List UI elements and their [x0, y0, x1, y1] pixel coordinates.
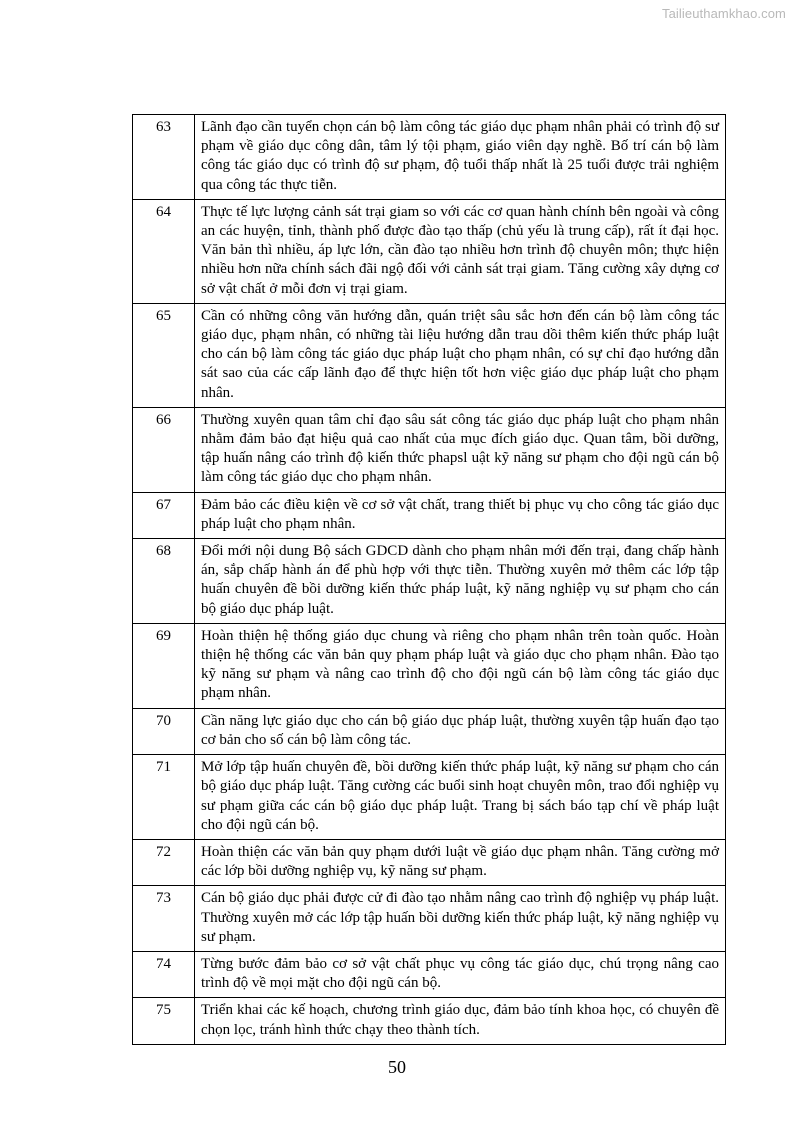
- row-text: Hoàn thiện hệ thống giáo dục chung và riêng cho phạm nhân trên toàn quốc. Hoàn thiện hệ thống các văn bản quy phạm pháp luật và giáo dục cho phạm nhân. Đào tạo kỹ năng sư phạm và nâng cao trình độ cho đội ngũ cán bộ làm công tác giáo dục phạm nhân.: [195, 623, 726, 708]
- table-row: [133, 492, 726, 538]
- row-number: 65: [133, 303, 195, 407]
- row-text: Cần có những công văn hướng dẫn, quán triệt sâu sắc hơn đến cán bộ làm công tác giáo dục, phạm nhân, có những tài liệu hướng dẫn trau dồi thêm kiến thức pháp luật cho cán bộ làm công tác giáo dục pháp luật cho phạm nhân, có sự chỉ đạo hướng dẫn sát sao của các cấp lãnh đạo để thực hiện tốt hơn việc giáo dục pháp luật cho phạm nhân.: [195, 303, 726, 407]
- row-text: Đổi mới nội dung Bộ sách GDCD dành cho phạm nhân mới đến trại, đang chấp hành án, sắp chấp hành án để phù hợp với thực tiễn. Thường xuyên mở thêm các lớp tập huấn chuyên đề bồi dưỡng kiến thức pháp luật, kỹ năng nghiệp vụ sư phạm cho cán bộ giáo dục pháp luật.: [195, 539, 726, 624]
- row-number: 66: [133, 407, 195, 492]
- row-number: 63: [133, 115, 195, 200]
- table-row: [133, 951, 726, 997]
- row-text: Thực tế lực lượng cảnh sát trại giam so với các cơ quan hành chính bên ngoài và công an các huyện, tỉnh, thành phố được đào tạo thấp (chủ yếu là trung cấp), rất ít đại học. Văn bản thì nhiều, áp lực lớn, cần đào tạo nhiều hơn trình độ chuyên môn; thực hiện nhiều hơn nữa chính sách đãi ngộ đối với cảnh sát trại giam. Tăng cường xây dựng cơ sở vật chất ở mỗi đơn vị trại giam.: [195, 199, 726, 303]
- row-text: Đảm bảo các điều kiện về cơ sở vật chất, trang thiết bị phục vụ cho công tác giáo dục pháp luật cho phạm nhân.: [195, 492, 726, 538]
- table-row: [133, 708, 726, 754]
- table-row: [133, 199, 726, 303]
- row-text: Cần năng lực giáo dục cho cán bộ giáo dục pháp luật, thường xuyên tập huấn đạo tạo cơ bản cho số cán bộ làm công tác.: [195, 708, 726, 754]
- row-text: Mở lớp tập huấn chuyên đề, bồi dưỡng kiến thức pháp luật, kỹ năng sư phạm cho cán bộ giáo dục pháp luật. Tăng cường các buổi sinh hoạt chuyên môn, trao đổi nghiệp vụ sư phạm giữa các cán bộ giáo dục pháp luật. Trang bị sách báo tạp chí về pháp luật cho đội ngũ cán bộ.: [195, 755, 726, 840]
- row-text: Thường xuyên quan tâm chỉ đạo sâu sát công tác giáo dục pháp luật cho phạm nhân nhằm đảm bảo đạt hiệu quả cao nhất của mục đích giáo dục. Quan tâm, bồi dưỡng, tập huấn nâng cáo trình độ kiến thức phapsl uật kỹ năng sư phạm cho đội ngũ cán bộ làm công tác giáo dục cho phạm nhân.: [195, 407, 726, 492]
- table-row: [133, 407, 726, 492]
- row-number: 69: [133, 623, 195, 708]
- row-number: 67: [133, 492, 195, 538]
- row-text: Triển khai các kế hoạch, chương trình giáo dục, đảm bảo tính khoa học, có chuyên đề chọn lọc, tránh hình thức chạy theo thành tích.: [195, 998, 726, 1044]
- row-text: Cán bộ giáo dục phải được cử đi đào tạo nhằm nâng cao trình độ nghiệp vụ pháp luật. Thường xuyên mở các lớp tập huấn bồi dưỡng kiến thức pháp luật, kỹ năng nghiệp vụ sư phạm.: [195, 886, 726, 952]
- table-row: [133, 303, 726, 407]
- page-number: 50: [388, 1057, 406, 1077]
- table-row: [133, 886, 726, 952]
- row-number: 75: [133, 998, 195, 1044]
- row-number: 68: [133, 539, 195, 624]
- table-row: [133, 539, 726, 624]
- row-text: Hoàn thiện các văn bản quy phạm dưới luật về giáo dục phạm nhân. Tăng cường mở các lớp bồi dưỡng nghiệp vụ, kỹ năng sư phạm.: [195, 839, 726, 885]
- table-row: [133, 115, 726, 200]
- row-text: Từng bước đảm bảo cơ sở vật chất phục vụ công tác giáo dục, chú trọng nâng cao trình độ về mọi mặt cho đội ngũ cán bộ.: [195, 951, 726, 997]
- row-number: 74: [133, 951, 195, 997]
- table-row: [133, 623, 726, 708]
- table-row: [133, 998, 726, 1044]
- row-text: Lãnh đạo cần tuyển chọn cán bộ làm công tác giáo dục phạm nhân phải có trình độ sư phạm về giáo dục công dân, tâm lý tội phạm, giáo viên dạy nghề. Bố trí cán bộ làm công tác giáo dục có trình độ sư phạm, độ tuổi thấp nhất là 25 tuổi được trải nghiệm qua công tác thực tiễn.: [195, 115, 726, 200]
- row-number: 64: [133, 199, 195, 303]
- table-row: [133, 839, 726, 885]
- row-number: 73: [133, 886, 195, 952]
- row-number: 70: [133, 708, 195, 754]
- recommendations-table: [132, 114, 726, 1045]
- table-row: [133, 755, 726, 840]
- row-number: 71: [133, 755, 195, 840]
- watermark: Tailieuthamkhao.com: [661, 6, 786, 21]
- row-number: 72: [133, 839, 195, 885]
